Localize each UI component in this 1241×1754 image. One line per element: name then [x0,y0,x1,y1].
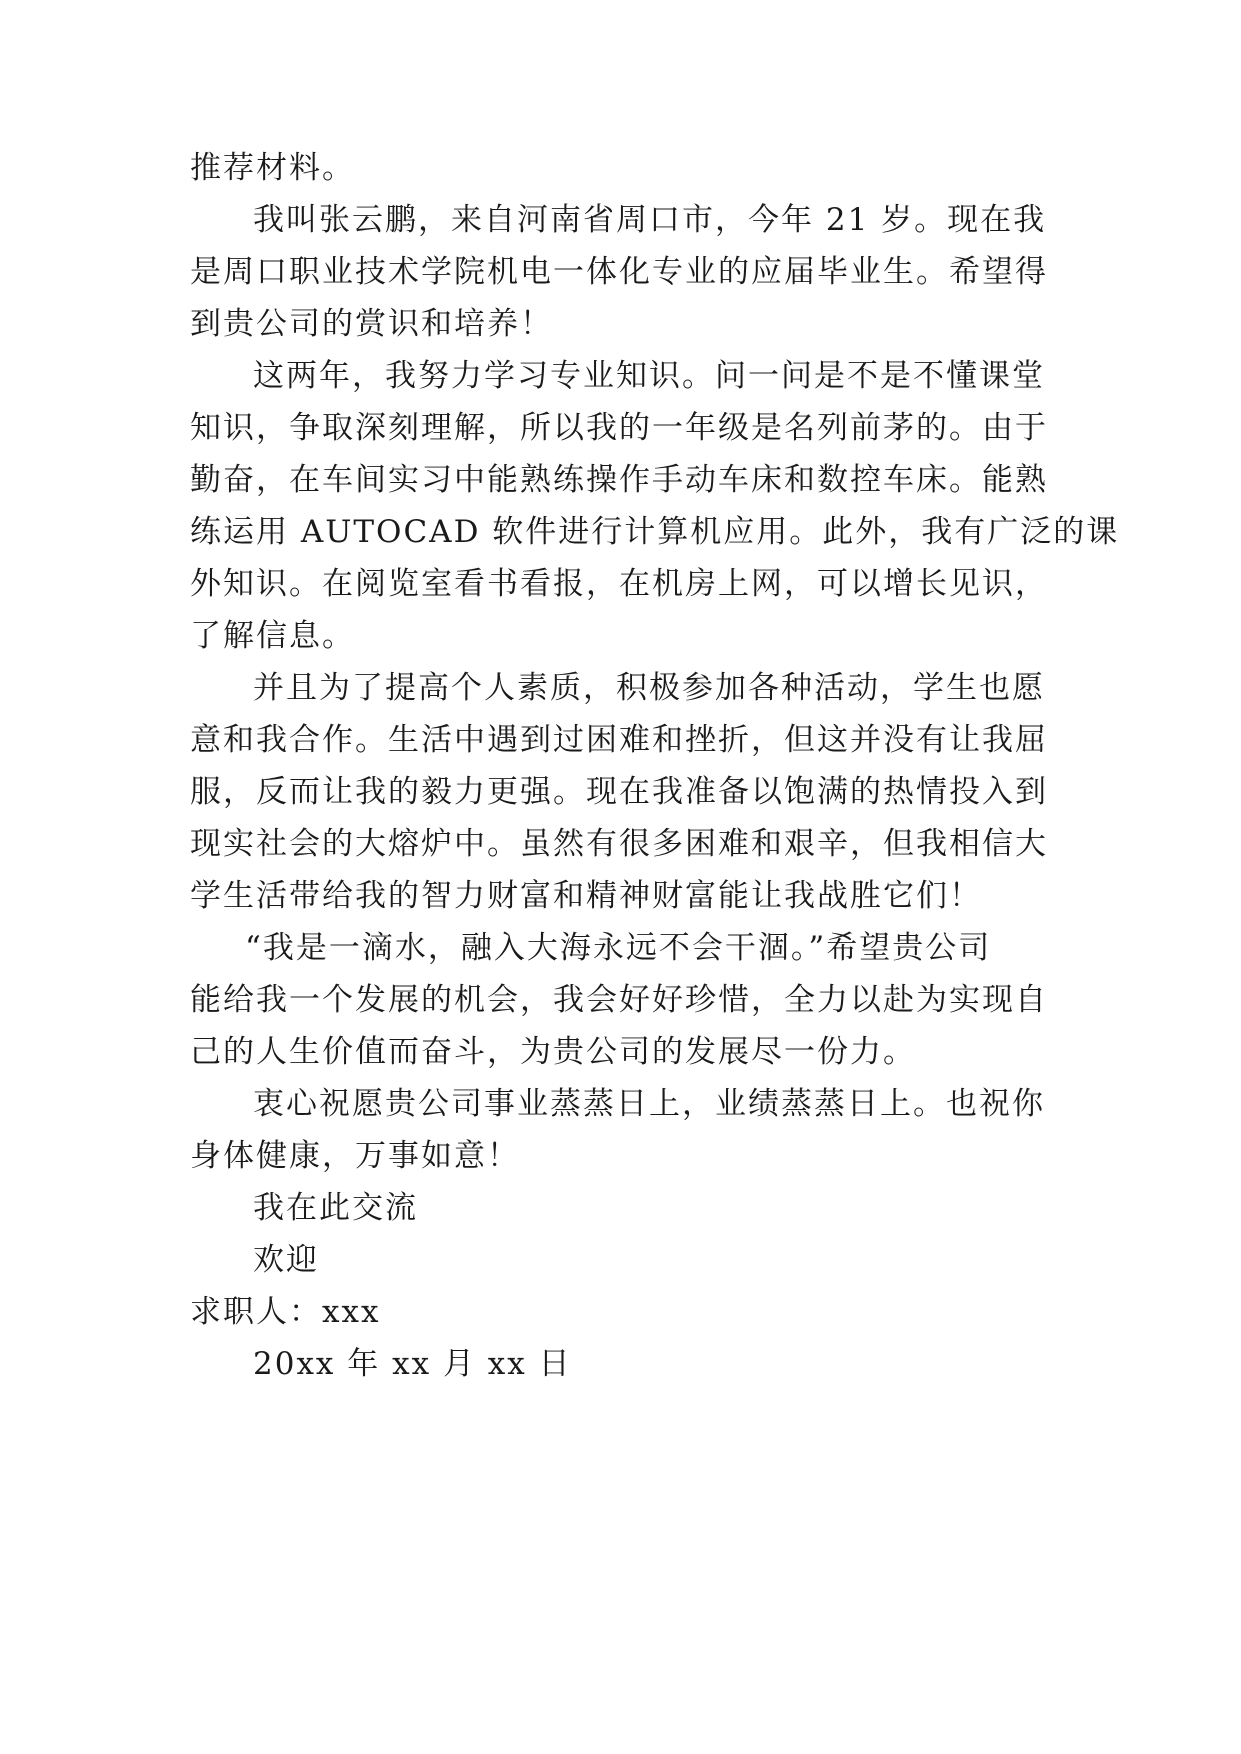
text-line: 练运用 AUTOCAD 软件进行计算机应用。此外，我有广泛的课 [190,514,1120,550]
text-line: 意和我合作。生活中遇到过困难和挫折，但这并没有让我屈 [190,722,1048,758]
text-line: 己的人生价值而奋斗，为贵公司的发展尽一份力。 [190,1034,916,1070]
text-line: 到贵公司的赏识和培养！ [190,306,553,342]
applicant-line: 求职人：xxx [190,1294,381,1330]
date-line: 20xx 年 xx 月 xx 日 [253,1346,572,1382]
text-line: 衷心祝愿贵公司事业蒸蒸日上，业绩蒸蒸日上。也祝你 [253,1086,1045,1122]
text-line: 现实社会的大熔炉中。虽然有很多困难和艰辛，但我相信大 [190,826,1048,862]
text-line: 欢迎 [253,1242,319,1278]
text-line: 外知识。在阅览室看书看报，在机房上网，可以增长见识， [190,566,1048,602]
text-line: 了解信息。 [190,618,355,654]
text-line: 勤奋，在车间实习中能熟练操作手动车床和数控车床。能熟 [190,462,1048,498]
text-line: 服，反而让我的毅力更强。现在我准备以饱满的热情投入到 [190,774,1048,810]
text-line: “我是一滴水，融入大海永远不会干涸。”希望贵公司 [245,930,992,966]
text-line: 身体健康，万事如意！ [190,1138,520,1174]
text-line: 学生活带给我的智力财富和精神财富能让我战胜它们！ [190,878,982,914]
text-line: 并且为了提高个人素质，积极参加各种活动，学生也愿 [253,670,1045,706]
text-line: 我叫张云鹏，来自河南省周口市，今年 21 岁。现在我 [253,202,1047,238]
text-line: 是周口职业技术学院机电一体化专业的应届毕业生。希望得 [190,254,1048,290]
text-line: 知识，争取深刻理解，所以我的一年级是名列前茅的。由于 [190,410,1048,446]
text-line: 这两年，我努力学习专业知识。问一问是不是不懂课堂 [253,358,1045,394]
text-line: 能给我一个发展的机会，我会好好珍惜，全力以赴为实现自 [190,982,1048,1018]
text-line: 我在此交流 [253,1190,418,1226]
text-line: 推荐材料。 [190,150,355,186]
